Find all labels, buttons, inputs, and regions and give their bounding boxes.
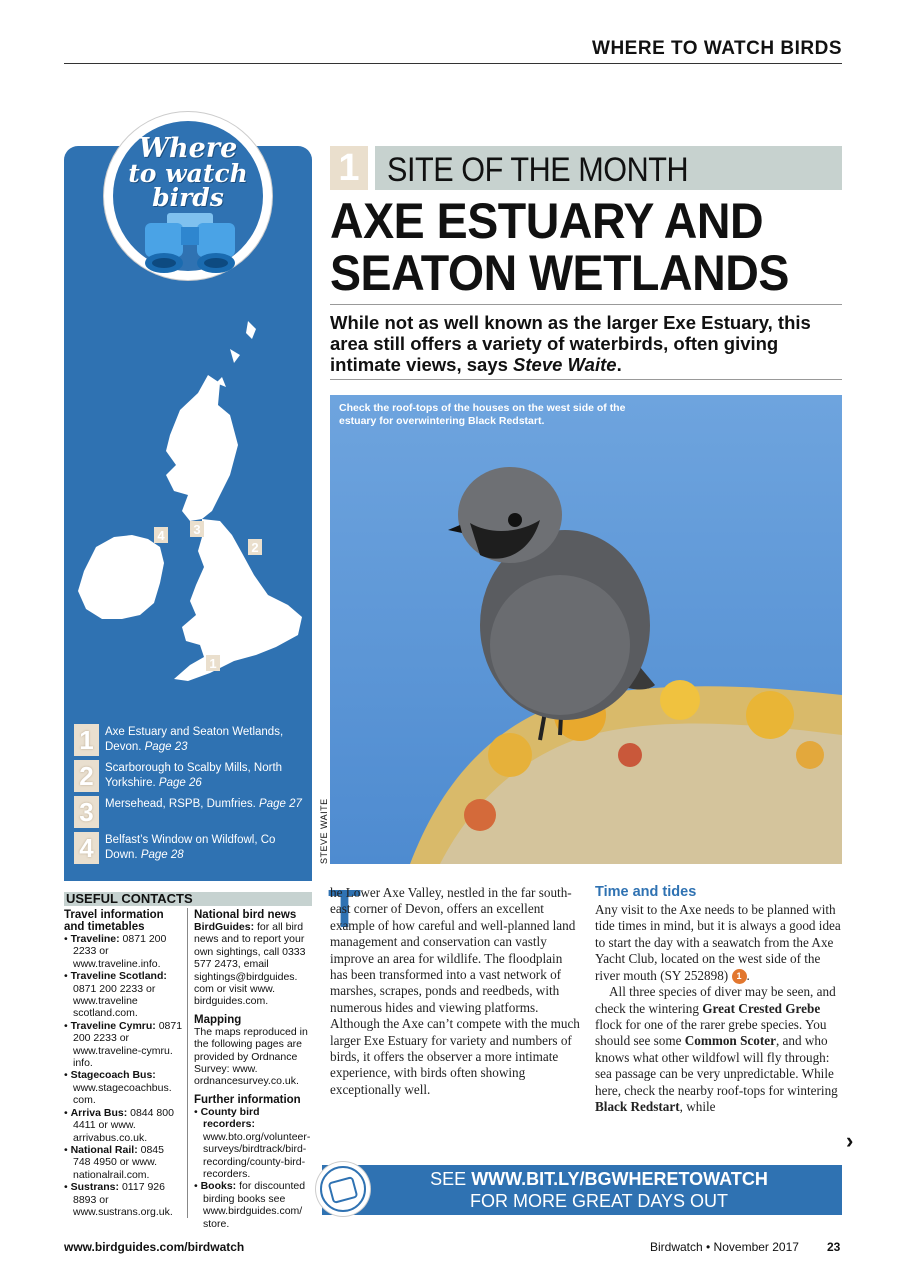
key-page: Page 27 bbox=[259, 798, 302, 810]
news-text bbox=[194, 921, 312, 1008]
mapping-text: The maps reproduced in the following pages are provided by Ordnance Survey: www. ordnancesurvey.co.uk. bbox=[194, 1025, 308, 1088]
map-marker-1: 1 bbox=[209, 656, 217, 671]
list-item: • Stagecoach Bus: www.stagecoachbus. com. bbox=[64, 1069, 172, 1107]
rule bbox=[330, 304, 842, 305]
mapping-heading: Mapping bbox=[194, 1013, 242, 1026]
standfirst bbox=[330, 312, 842, 375]
map-marker-4: 4 bbox=[157, 528, 165, 543]
contact-detail: 0871 200 2233 or www.traveline scotland.com. bbox=[73, 982, 156, 1020]
key-number: 4 bbox=[74, 832, 99, 864]
key-item-2 bbox=[74, 760, 304, 792]
badge-line-2: to watch bbox=[128, 159, 248, 188]
col2-paragraph-2 bbox=[595, 984, 843, 1115]
map-marker-3: 3 bbox=[193, 522, 201, 537]
travel-heading: Travel information and timetables bbox=[64, 909, 164, 933]
kicker-label: SITE OF THE MONTH bbox=[387, 151, 689, 189]
list-item: • Books: for discounted birding books see www.birdguides.com/ store. bbox=[194, 1180, 306, 1230]
badge-line-3: birds bbox=[152, 183, 224, 212]
time-and-tides-heading: Time and tides bbox=[595, 884, 697, 900]
binoculars-icon bbox=[145, 213, 235, 275]
column-2 bbox=[595, 902, 843, 1115]
travel-list bbox=[64, 933, 184, 1218]
page-number: 23 bbox=[827, 1240, 841, 1254]
key-page: Page 23 bbox=[144, 741, 188, 753]
key-site: Scarborough to Scalby Mills, North Yorkshire. bbox=[105, 762, 283, 789]
key-page: Page 26 bbox=[158, 777, 202, 789]
site-marker-1: 1 bbox=[732, 969, 747, 984]
drop-cap: T bbox=[328, 879, 361, 939]
list-item: • Traveline Cymru: 0871 200 2233 or www.traveline-cymru. info. bbox=[64, 1019, 183, 1070]
banner-see: SEE bbox=[430, 1169, 467, 1189]
photo-credit: STEVE WAITE bbox=[319, 798, 329, 864]
key-number: 3 bbox=[74, 796, 99, 828]
col2-text-end: . bbox=[746, 967, 750, 983]
useful-contacts-heading: USEFUL CONTACTS bbox=[64, 892, 312, 906]
list-item: • County bird recorders: www.bto.org/volunteer-surveys/birdtrack/bird-recording/county-bird-recorders. bbox=[194, 1105, 311, 1180]
further-heading: Further information bbox=[194, 1093, 301, 1106]
col2-text: flock for one of the rarer grebe species. You should see some bbox=[595, 1016, 827, 1049]
bird-illustration bbox=[330, 395, 842, 864]
contact-detail: for discounted birding books see www.birdguides.com/ store. bbox=[203, 1180, 306, 1230]
banner-line-1[interactable] bbox=[380, 1168, 818, 1190]
key-site: Mersehead, RSPB, Dumfries. bbox=[105, 798, 256, 810]
contact-detail: 0844 800 4411 or www. arrivabus.co.uk. bbox=[73, 1106, 174, 1144]
further-list bbox=[194, 1106, 312, 1230]
contact-name: Traveline Cymru: bbox=[70, 1019, 156, 1032]
col1-paragraph: he Lower Axe Valley, nestled in the far south-east corner of Devon, offers an excellent example of how careful and well-planned land management and conservation can vastly improve an area for wildlife. The floodplain has been transformed into a vast network of marshes, scrapes, ponds and reedbeds, with numerous hides and viewing platforms. Although the Axe can’t compete with the much larger Exe Estuary for variety and numbers of birds, it offers the observer a more intimate experience, with birds often showing exceptionally well. bbox=[330, 885, 580, 1097]
col2-text: , while bbox=[679, 1098, 716, 1114]
black-redstart-photo bbox=[330, 395, 842, 864]
contact-name: Traveline: bbox=[70, 933, 120, 945]
standfirst-text: While not as well known as the larger Exe Estuary, this area still offers a variety of waterbirds, often giving intimate views, says bbox=[330, 312, 811, 375]
list-item: • National Rail: 0845 748 4950 or www. nationalrail.com. bbox=[64, 1143, 164, 1181]
title-line-2: SEATON WETLANDS bbox=[330, 245, 789, 301]
key-page: Page 28 bbox=[140, 849, 184, 861]
col2-text: Any visit to the Axe needs to be planned with tide times in mind, but it is always a good idea to start the day with a seawatch from the Axe Yacht Club, located on the west side of the river mouth (SY 252898) bbox=[595, 902, 841, 983]
standfirst-end: . bbox=[616, 354, 622, 375]
author: Steve Waite bbox=[513, 354, 617, 375]
continue-arrow-icon: › bbox=[846, 1128, 854, 1153]
header-rule bbox=[64, 63, 842, 64]
key-item-3 bbox=[74, 796, 304, 828]
key-number: 2 bbox=[74, 760, 99, 792]
species-name: Great Crested Grebe bbox=[702, 1000, 821, 1016]
news-name: BirdGuides: bbox=[194, 921, 255, 933]
key-text bbox=[105, 725, 305, 755]
news-column bbox=[194, 909, 312, 1230]
key-number: 1 bbox=[74, 724, 99, 756]
rule bbox=[330, 379, 842, 380]
contact-detail: 0871 200 2233 or www.traveline.info. bbox=[73, 933, 167, 970]
banner-line-2: FOR MORE GREAT DAYS OUT bbox=[469, 1191, 729, 1211]
contact-detail: www.stagecoachbus. com. bbox=[73, 1081, 172, 1107]
list-item: • Traveline: 0871 200 2233 or www.traveline.info. bbox=[64, 933, 167, 970]
column-1 bbox=[328, 879, 580, 1098]
site-number: 1 bbox=[330, 146, 368, 190]
key-text bbox=[105, 833, 305, 863]
news-heading: National bird news bbox=[194, 909, 297, 921]
travel-column bbox=[64, 909, 184, 1218]
banner-url[interactable]: WWW.BIT.LY/BGWHERETOWATCH bbox=[471, 1169, 768, 1189]
contact-name: County bird recorders: bbox=[200, 1105, 260, 1131]
uk-ireland-map bbox=[70, 315, 306, 705]
footer-issue: Birdwatch • November 2017 bbox=[650, 1240, 799, 1254]
contact-name: Books: bbox=[200, 1180, 237, 1193]
col2-paragraph-1 bbox=[595, 902, 843, 984]
contact-name: Traveline Scotland: bbox=[70, 970, 167, 983]
list-item: • Traveline Scotland: 0871 200 2233 or www.traveline scotland.com. bbox=[64, 970, 167, 1020]
contact-name: Arriva Bus: bbox=[70, 1106, 128, 1119]
col2-text: All three species of diver may be seen, and check the wintering bbox=[595, 984, 836, 1016]
contact-name: Stagecoach Bus: bbox=[70, 1069, 156, 1082]
badge-line-1: Where bbox=[138, 133, 238, 164]
contact-detail: 0871 200 2233 or www.traveline-cymru. info. bbox=[73, 1019, 183, 1070]
map-marker-2: 2 bbox=[251, 540, 259, 555]
contact-name: National Rail: bbox=[70, 1143, 138, 1156]
key-text bbox=[105, 797, 305, 812]
list-item: • Arriva Bus: 0844 800 4411 or www. arrivabus.co.uk. bbox=[64, 1106, 174, 1144]
contact-detail: www.bto.org/volunteer-surveys/birdtrack/bird-recording/county-bird-recorders. bbox=[203, 1130, 311, 1180]
key-item-4 bbox=[74, 832, 304, 864]
key-site: Belfast’s Window on Wildfowl, Co Down. bbox=[105, 834, 276, 861]
tablet-icon bbox=[316, 1162, 370, 1216]
footer-url[interactable]: www.birdguides.com/birdwatch bbox=[64, 1240, 245, 1254]
contact-detail: 0117 926 8893 or www.sustrans.org.uk. bbox=[73, 1181, 173, 1218]
contacts-divider bbox=[187, 908, 188, 1218]
col2-text: , and who knows what other wildfowl will fly through: sea passage can be very unpredictable. While here, check the nearby roof-tops for wintering bbox=[595, 1033, 838, 1098]
species-name: Common Scoter bbox=[684, 1033, 776, 1049]
photo-caption: Check the roof-tops of the houses on the west side of the estuary for overwintering Black Redstart. bbox=[339, 402, 626, 427]
key-site: Axe Estuary and Seaton Wetlands, Devon. bbox=[105, 726, 284, 753]
title-line-1: AXE ESTUARY AND bbox=[330, 193, 764, 249]
species-name: Black Redstart bbox=[595, 1098, 680, 1114]
list-item: • Sustrans: 0117 926 8893 or www.sustrans.org.uk. bbox=[64, 1181, 173, 1218]
key-text bbox=[105, 761, 305, 791]
key-item-1 bbox=[74, 724, 304, 756]
contact-name: Sustrans: bbox=[70, 1181, 120, 1194]
contact-detail: 0845 748 4950 or www. nationalrail.com. bbox=[73, 1143, 164, 1181]
badge-inner bbox=[113, 121, 263, 271]
news-detail: for all bird news and to report your own sightings, call 0333 577 2473, email sightings@birdguides. com or visit www. birdguides.com. bbox=[194, 921, 306, 1008]
section-header: WHERE TO WATCH BIRDS bbox=[592, 38, 842, 59]
